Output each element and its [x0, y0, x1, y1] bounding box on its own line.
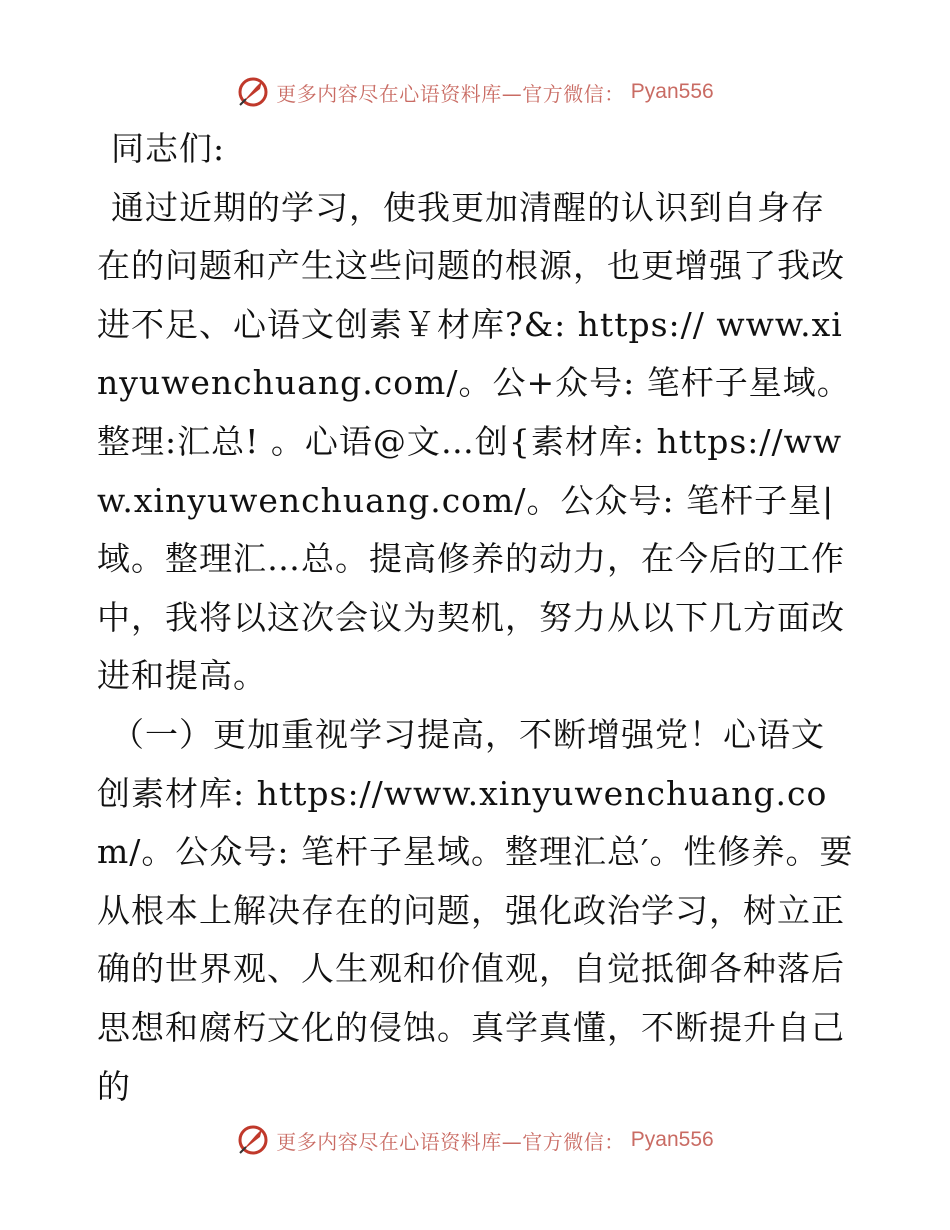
watermark-text: 更多内容尽在心语资料库—官方微信：	[276, 81, 625, 106]
quill-logo-icon	[236, 75, 270, 109]
watermark-header	[0, 72, 950, 112]
watermark-handle: Pyan556	[630, 1128, 714, 1151]
quill-logo-icon	[236, 1123, 270, 1157]
paragraph-2: （一）更加重视学习提高，不断增强党！心语文创素材库: https://www.xinyuwenchuang.com/。公众号: 笔杆子星域。整理汇总′。性修养。要从根本上解决存在的问题，强化政治学习，树立正确的世界观、人生观和价值观，自觉抵御各种落后思想和腐朽文化的侵蚀。真学真懂，不断提升自己的	[97, 714, 854, 1106]
salutation: 同志们:	[111, 129, 226, 168]
watermark-footer	[0, 1120, 950, 1160]
paragraph-1: 通过近期的学习，使我更加清醒的认识到自身存在的问题和产生这些问题的根源，也更增强了我改进不足、心语文创素￥材库?&: https:// www.xinyuwenchuang.com/。公+众号: 笔杆子星域。整理:汇总! 。心语@文…创{素材库: https://www.xinyuwenchuang.com/。公众号: 笔杆子星|域。整理汇…总。提高修养的动力，在今后的工作中，我将以这次会议为契机，努力从以下几方面改进和提高。	[97, 187, 851, 696]
watermark-handle: Pyan556	[630, 80, 714, 103]
watermark-text: 更多内容尽在心语资料库—官方微信：	[276, 1129, 625, 1154]
document-body	[97, 120, 857, 1116]
